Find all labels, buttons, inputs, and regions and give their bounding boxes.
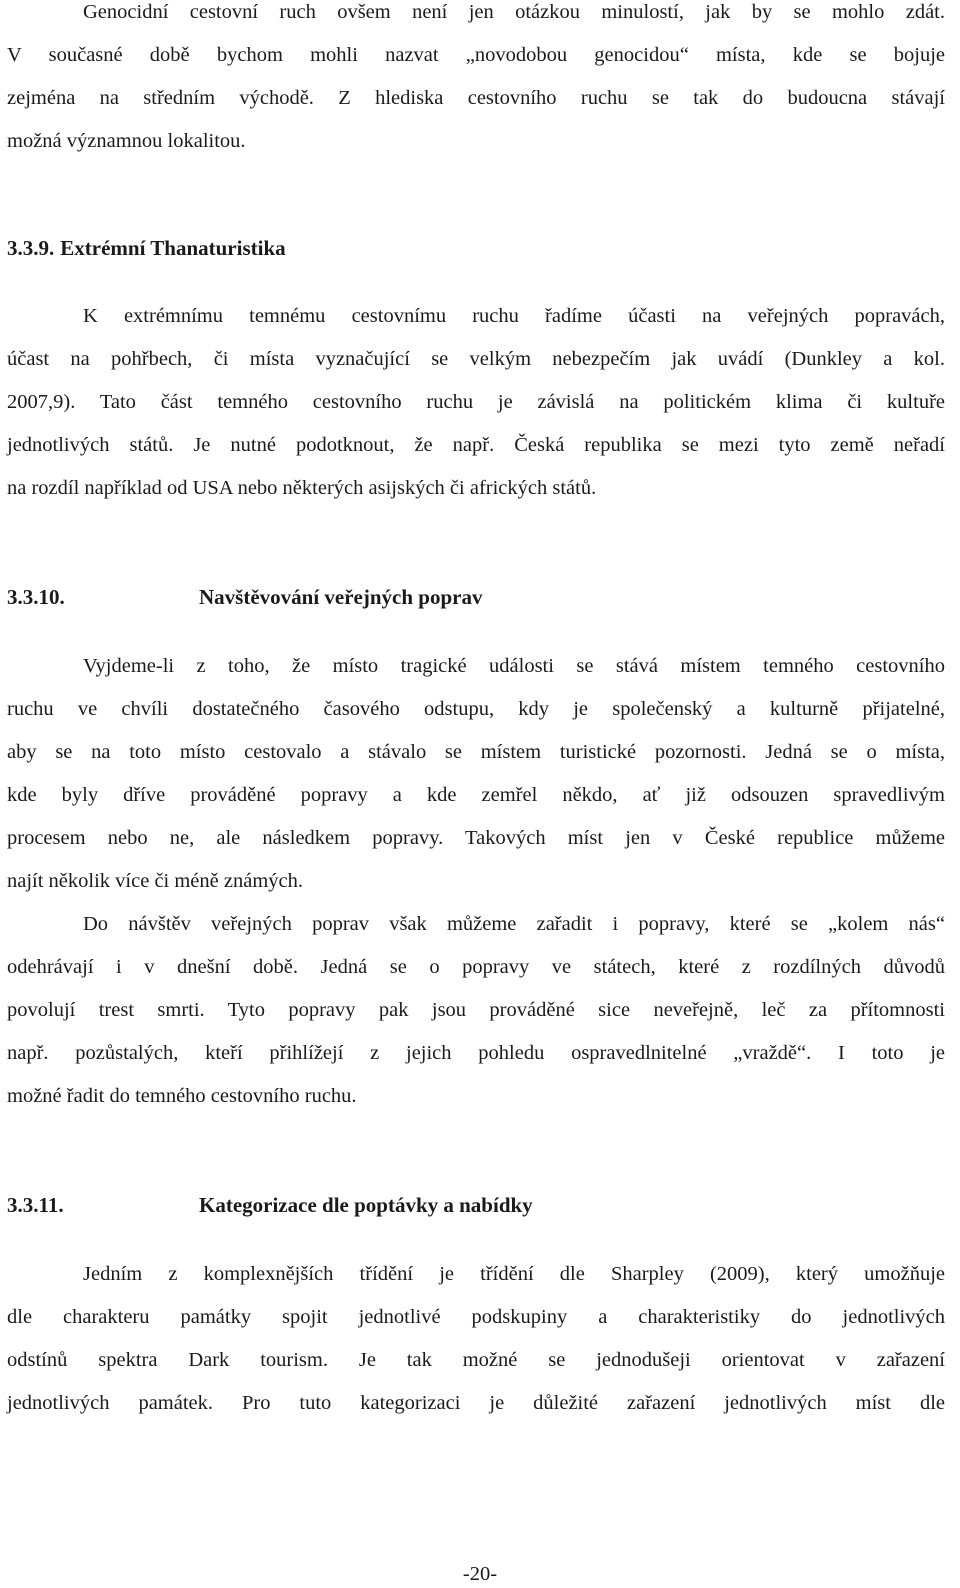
page-number: -20- — [462, 1563, 498, 1585]
text-line: K extrémnímu temnému cestovnímu ruchu řadíme účasti na veřejných popravách, — [83, 305, 945, 327]
text-line: jednotlivých států. Je nutné podotknout, že např. Česká republika se mezi tyto země neřadí — [7, 434, 945, 456]
text-line: Genocidní cestovní ruch ovšem není jen otázkou minulostí, jak by se mohlo zdát. — [83, 1, 945, 23]
spacer — [7, 1227, 945, 1253]
text-line: odehrávají i v dnešní době. Jedná se o popravy ve státech, které z rozdílných důvodů — [7, 956, 945, 978]
text-line: na rozdíl například od USA nebo některých asijských či afrických států. — [7, 477, 597, 499]
section-heading-3-3-9 — [7, 227, 945, 270]
paragraph-extreme-thanatourism — [7, 295, 945, 510]
section-title: Navštěvování veřejných poprav — [199, 585, 483, 609]
spacer — [7, 510, 945, 576]
section-heading-3-3-11 — [7, 1184, 945, 1227]
text-line: V současné době bychom mohli nazvat „novodobou genocidou“ místa, kde se bojuje — [7, 44, 945, 66]
text-line: dle charakteru památky spojit jednotlivé podskupiny a charakteristiky do jednotlivých — [7, 1306, 945, 1328]
text-line: Vyjdeme-li z toho, že místo tragické události se stává místem temného cestovního — [83, 655, 945, 677]
text-line: 2007,9). Tato část temného cestovního ruchu je závislá na politickém klima či kultuře — [7, 391, 945, 413]
paragraph-categorization — [7, 1253, 945, 1425]
paragraph-genocide — [7, 0, 945, 163]
section-number: 3.3.9. — [7, 236, 55, 260]
text-line: zejména na středním východě. Z hlediska cestovního ruchu se tak do budoucna stávají — [7, 87, 945, 109]
text-line: jednotlivých památek. Pro tuto kategorizaci je důležité zařazení jednotlivých míst dle — [7, 1392, 945, 1414]
spacer — [7, 163, 945, 227]
text-line: povolují trest smrti. Tyto popravy pak jsou prováděné sice neveřejně, leč za přítomnosti — [7, 999, 945, 1021]
spacer — [7, 619, 945, 645]
spacer — [7, 270, 945, 295]
section-title: Kategorizace dle poptávky a nabídky — [199, 1193, 533, 1217]
spacer — [7, 1118, 945, 1184]
text-line: odstínů spektra Dark tourism. Je tak možné se jednodušeji orientovat v zařazení — [7, 1349, 945, 1371]
text-line: procesem nebo ne, ale následkem popravy. Takových míst jen v České republice můžeme — [7, 827, 945, 849]
paragraph-public-executions-2 — [7, 903, 945, 1118]
text-line: např. pozůstalých, kteří přihlížejí z jejich pohledu ospravedlnitelné „vraždě“. I toto je — [7, 1042, 945, 1064]
section-title: Extrémní Thanaturistika — [60, 236, 286, 260]
section-heading-3-3-10 — [7, 576, 945, 619]
text-line: ruchu ve chvíli dostatečného časového odstupu, kdy je společenský a kulturně přijatelné, — [7, 698, 945, 720]
section-number: 3.3.11. — [7, 1193, 64, 1217]
text-line: aby se na toto místo cestovalo a stávalo se místem turistické pozornosti. Jedná se o místa, — [7, 741, 945, 763]
text-line: kde byly dříve prováděné popravy a kde zemřel někdo, ať již odsouzen spravedlivým — [7, 784, 945, 806]
text-line: účast na pohřbech, či místa vyznačující se velkým nebezpečím jak uvádí (Dunkley a kol. — [7, 348, 945, 370]
text-line: možná významnou lokalitou. — [7, 130, 246, 152]
paragraph-public-executions-1 — [7, 645, 945, 903]
section-number: 3.3.10. — [7, 585, 65, 609]
text-line: Do návštěv veřejných poprav však můžeme zařadit i popravy, které se „kolem nás“ — [83, 913, 945, 935]
text-line: najít několik více či méně známých. — [7, 870, 303, 892]
text-line: Jedním z komplexnějších třídění je třídění dle Sharpley (2009), který umožňuje — [83, 1263, 945, 1285]
text-line: možné řadit do temného cestovního ruchu. — [7, 1085, 357, 1107]
document-page — [7, 0, 945, 1425]
